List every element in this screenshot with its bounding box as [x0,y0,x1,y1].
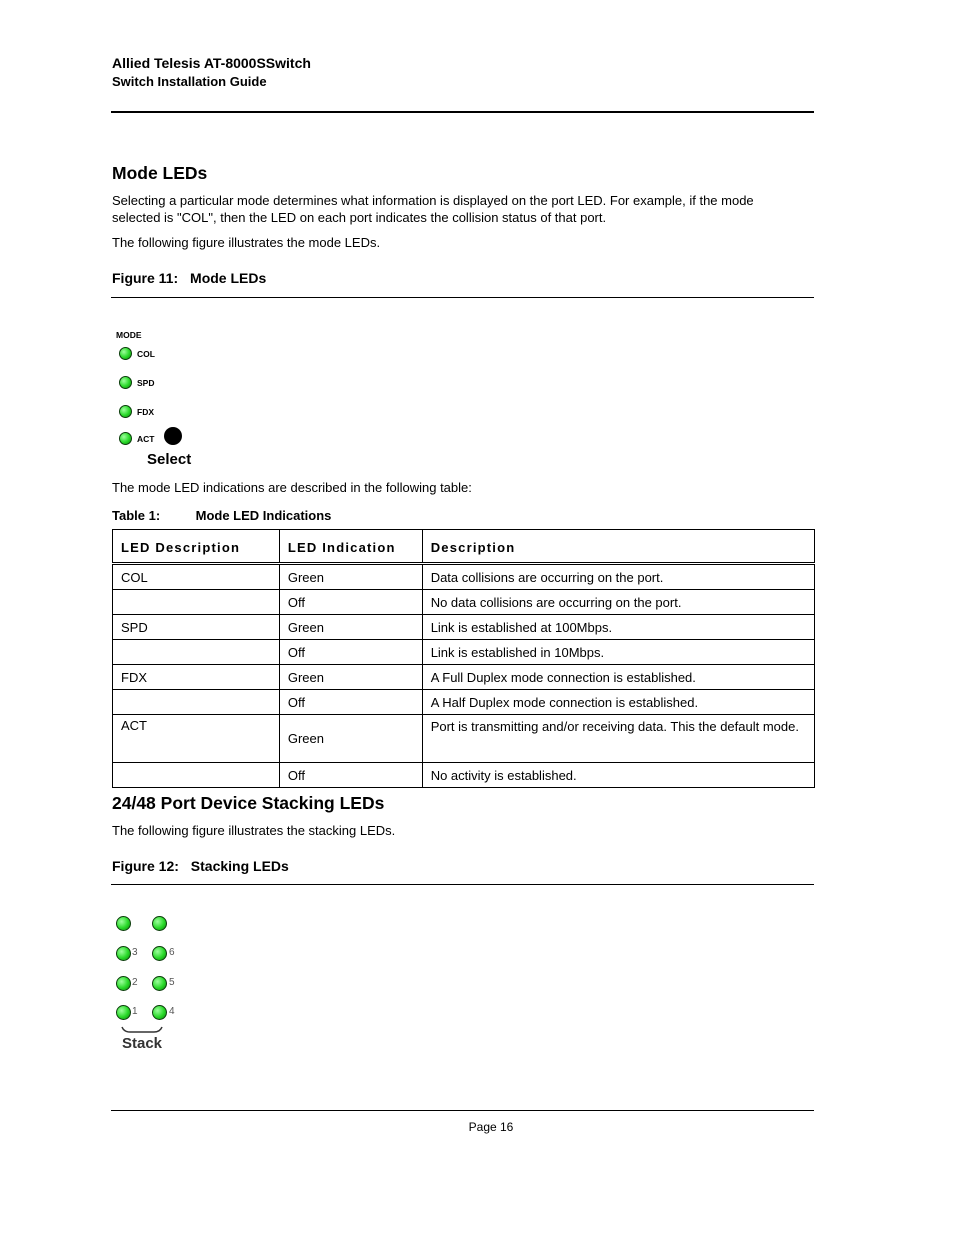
table-cell: Green [279,615,422,640]
document-subtitle: Switch Installation Guide [112,74,267,89]
table-cell: Off [279,590,422,615]
stacking-leds-intro: The following figure illustrates the stacking LEDs. [112,823,396,838]
table-1-caption [112,508,331,523]
header-led-description: LED Description [113,530,280,564]
stack-led-4-number: 4 [169,1006,175,1017]
mode-leds-figure-intro: The following figure illustrates the mode LEDs. [112,235,381,250]
table-cell: No activity is established. [422,763,814,788]
stack-led-6-icon [152,946,167,961]
table-cell: SPD [113,615,280,640]
figure-11-number: Figure 11: [112,270,179,286]
table-intro: The mode LED indications are described in the following table: [112,480,472,495]
table-row [113,615,815,640]
stack-led-3-icon [116,946,131,961]
table-1-number: Table 1: [112,508,161,523]
select-button-label: Select [147,451,192,468]
stack-led-6-number: 6 [169,947,175,958]
figure-12-caption [112,858,289,874]
stack-led-icon [152,916,167,931]
stack-led-4-icon [152,1005,167,1020]
table-1-title: Mode LED Indications [195,508,332,523]
table-cell: ACT [113,715,280,763]
table-cell: A Full Duplex mode connection is established. [422,665,814,690]
spd-led-icon [119,376,132,389]
stack-label: Stack [122,1035,163,1052]
mode-leds-heading: Mode LEDs [112,163,208,183]
table-cell: Link is established at 100Mbps. [422,615,814,640]
table-cell: A Half Duplex mode connection is established. [422,690,814,715]
fdx-led-label: FDX [137,407,154,417]
mode-leds-paragraph-line1: Selecting a particular mode determines what information is displayed on the port LED. For example, if the mode [112,193,754,208]
figure-11-rule [111,297,814,298]
table-cell: Link is established in 10Mbps. [422,640,814,665]
col-led-label: COL [137,349,155,359]
mode-led-indications-table [112,529,815,788]
table-cell: Green [279,715,422,763]
mode-leds-paragraph [112,192,812,226]
stack-led-3-number: 3 [132,947,138,958]
table-cell: Data collisions are occurring on the port. [422,564,814,590]
table-cell: No data collisions are occurring on the port. [422,590,814,615]
table-row [113,665,815,690]
table-row [113,763,815,788]
mode-leds-paragraph-line2: selected is "COL", then the LED on each port indicates the collision status of that port. [112,210,607,225]
act-led-icon [119,432,132,445]
table-cell: Port is transmitting and/or receiving data. This the default mode. [422,715,814,763]
table-cell: Off [279,763,422,788]
table-row [113,564,815,590]
table-cell: Green [279,665,422,690]
figure-11-title: Mode LEDs [190,270,267,286]
stacking-leds-heading: 24/48 Port Device Stacking LEDs [112,793,385,813]
select-button-icon [164,427,182,445]
stack-led-2-icon [116,976,131,991]
col-led-icon [119,347,132,360]
table-cell: Off [279,640,422,665]
figure-12-rule [111,884,814,885]
spd-led-label: SPD [137,378,155,388]
act-led-label: ACT [137,434,155,444]
mode-panel-label: MODE [116,330,142,340]
stack-led-5-number: 5 [169,977,175,988]
table-cell [113,640,280,665]
table-cell: FDX [113,665,280,690]
stack-led-2-number: 2 [132,977,138,988]
stack-led-1-number: 1 [132,1006,138,1017]
header-rule [111,111,814,113]
table-cell: Off [279,690,422,715]
stack-led-1-icon [116,1005,131,1020]
stack-bracket-icon [120,1025,164,1035]
table-row [113,690,815,715]
fdx-led-icon [119,405,132,418]
figure-12-number: Figure 12: [112,858,179,874]
header-description: Description [422,530,814,564]
table-row [113,715,815,763]
table-row [113,590,815,615]
table-header-row [113,530,815,564]
table-row [113,640,815,665]
page-number: Page 16 [468,1120,514,1134]
footer-rule [111,1110,814,1111]
table-cell [113,690,280,715]
header-led-indication: LED Indication [279,530,422,564]
table-cell [113,763,280,788]
figure-11-caption [112,270,266,286]
table-cell: Green [279,564,422,590]
stack-led-icon [116,916,131,931]
figure-12-title: Stacking LEDs [190,858,289,874]
table-cell: COL [113,564,280,590]
table-cell [113,590,280,615]
stack-led-5-icon [152,976,167,991]
document-title: Allied Telesis AT-8000SSwitch [112,55,311,71]
